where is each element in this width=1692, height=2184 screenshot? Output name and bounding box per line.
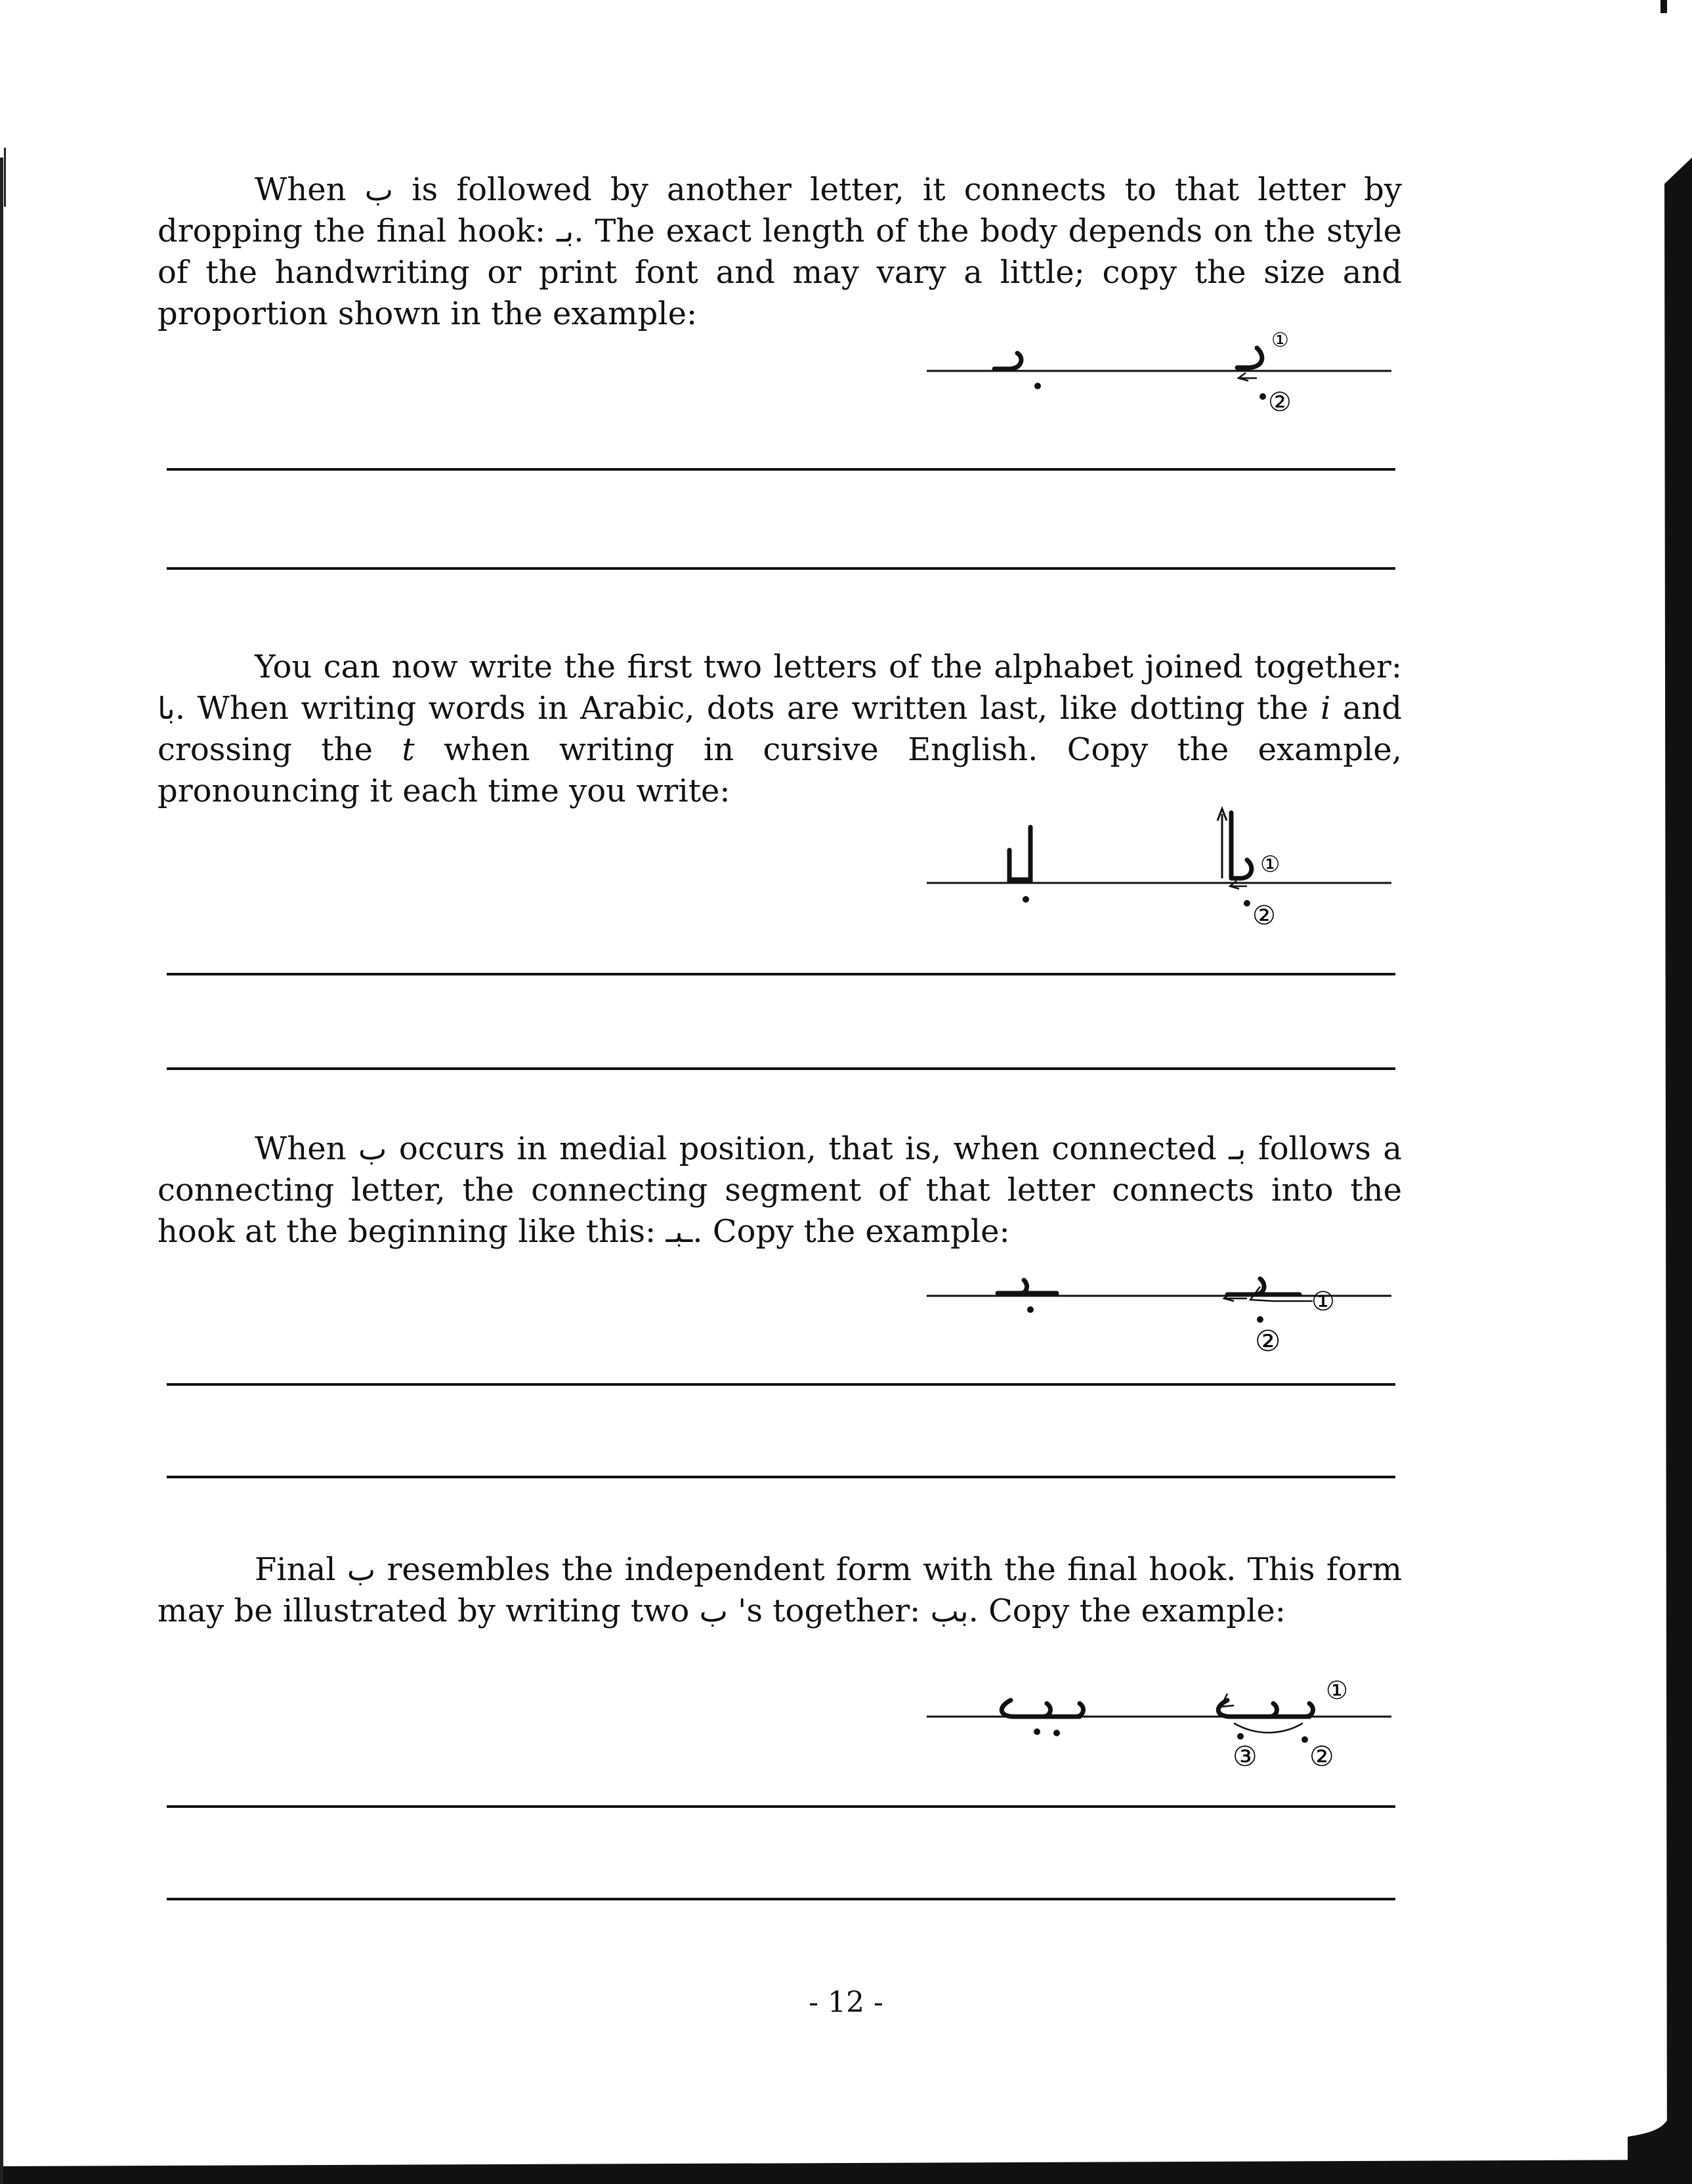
stroke-number-2: ② <box>1255 1325 1281 1358</box>
italic-letter: t <box>402 731 415 768</box>
para2-text-a: You can now write the first two letters of the alphabet joined together: <box>255 649 1402 685</box>
arabic-glyph: ـبـ <box>666 1214 693 1249</box>
stroke-number-2: ② <box>1268 387 1292 418</box>
practice-line <box>167 1067 1395 1070</box>
italic-letter: i <box>1320 690 1331 727</box>
paragraph-2 <box>158 647 1402 812</box>
para3-text-d: . Copy the example: <box>692 1213 1010 1250</box>
page-number: - 12 - <box>809 1986 883 2019</box>
arabic-glyph: بب <box>930 1593 969 1629</box>
para1-text-c: . The exact length of the body depends on the style of the handwriting or print font and may vary a little; copy the size and proportion shown in the example: <box>158 213 1402 332</box>
para3-text-a: When <box>255 1130 347 1167</box>
margin-mark <box>4 148 6 207</box>
para4-text-d: . Copy the example: <box>968 1593 1286 1629</box>
arabic-glyph: ب <box>347 1552 376 1587</box>
practice-line <box>167 567 1395 570</box>
example-1 <box>919 328 1398 427</box>
para4-text-c: 's together: <box>738 1593 921 1629</box>
para2-text-b: . When writing words in Arabic, dots are written last, like dotting the <box>175 690 1309 727</box>
stroke-number-2: ② <box>1309 1740 1334 1772</box>
para4-text-b: resembles the independent form with the final hook. This form may be illustrated by writing two <box>158 1551 1402 1629</box>
practice-line <box>167 1805 1395 1808</box>
practice-line <box>167 973 1395 975</box>
example-4 <box>919 1667 1398 1772</box>
arabic-glyph: ب <box>699 1593 728 1629</box>
example-2 <box>919 801 1398 931</box>
para2-text-c: and crossing the <box>158 690 1402 768</box>
paragraph-1 <box>158 169 1402 335</box>
arabic-glyph: با <box>158 691 175 726</box>
stroke-number-1: ① <box>1326 1676 1349 1705</box>
practice-line <box>167 1383 1395 1386</box>
stroke-number-1: ① <box>1271 329 1289 352</box>
para3-text-b: occurs in medial position, that is, when connected <box>398 1130 1217 1167</box>
para3-text-c: follows a connecting letter, the connecting segment of that letter connects into the hook at the beginning like this: <box>158 1130 1403 1250</box>
stroke-number-2: ② <box>1252 901 1276 931</box>
practice-line <box>167 1898 1395 1900</box>
para1-text-b: is followed by another letter, it connects to that letter by dropping the final hook: <box>158 171 1402 249</box>
para1-text-a: When <box>255 171 347 208</box>
para4-text-a: Final <box>255 1551 336 1588</box>
arabic-glyph: بـ <box>1229 1131 1246 1167</box>
example-3 <box>919 1247 1398 1358</box>
stroke-number-1: ① <box>1311 1287 1335 1317</box>
arabic-glyph: ب <box>364 172 394 207</box>
arabic-glyph: بـ <box>557 213 574 249</box>
paragraph-4 <box>158 1549 1402 1632</box>
paragraph-3 <box>158 1128 1402 1253</box>
stroke-number-3: ③ <box>1233 1740 1258 1772</box>
stroke-number-1: ① <box>1260 851 1280 878</box>
para2-text-d: when writing in cursive English. Copy the example, pronouncing it each time you write: <box>158 731 1403 809</box>
practice-line <box>167 468 1395 471</box>
arabic-glyph: ب <box>358 1131 387 1167</box>
practice-line <box>167 1476 1395 1478</box>
